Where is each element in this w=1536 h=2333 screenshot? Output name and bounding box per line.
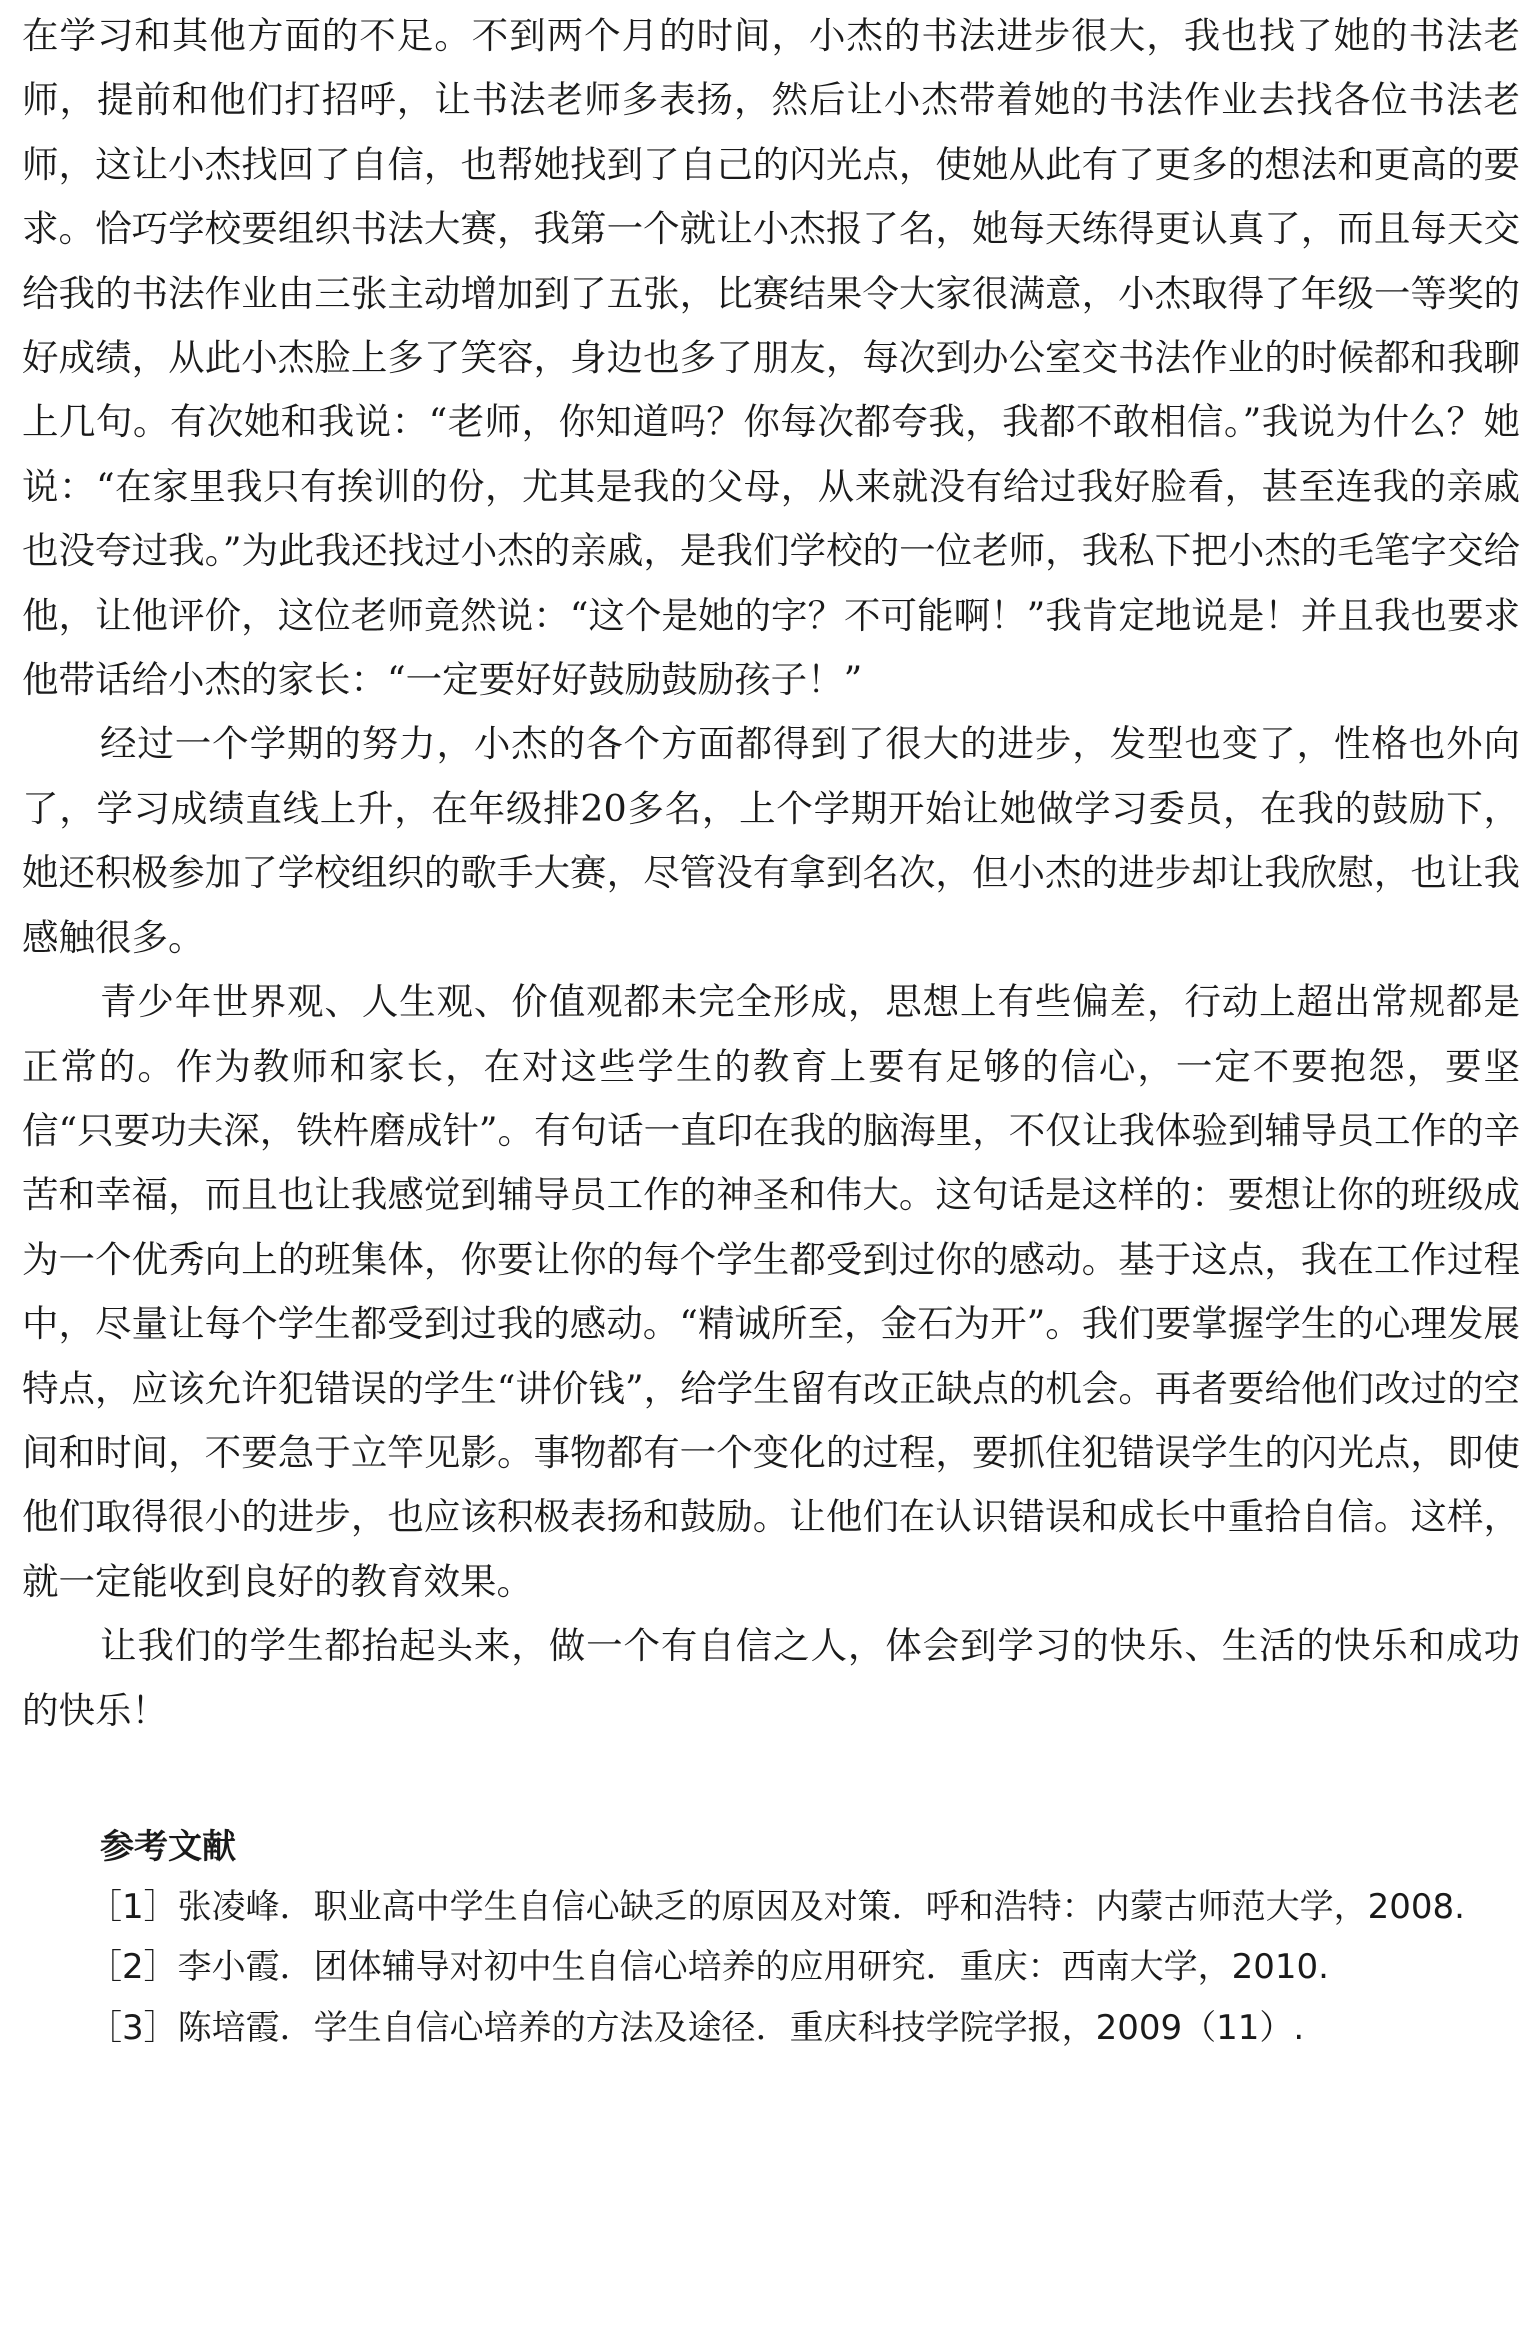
paragraph-4: 让我们的学生都抬起头来，做一个有自信之人，体会到学习的快乐、生活的快乐和成功的快乐！ <box>22 1624 1520 1732</box>
reference-item-2: ［2］李小霞．团体辅导对初中生自信心培养的应用研究．重庆：西南大学，2010. <box>88 1947 1329 1988</box>
reference-item-1: ［1］张凌峰．职业高中学生自信心缺乏的原因及对策．呼和浩特：内蒙古师范大学，2008. <box>88 1886 1465 1927</box>
reference-item-3: ［3］陈培霞．学生自信心培养的方法及途径．重庆科技学院学报，2009（11）. <box>88 2007 1305 2048</box>
paragraph-3: 青少年世界观、人生观、价值观都未完全形成，思想上有些偏差，行动上超出常规都是正常的。作为教师和家长，在对这些学生的教育上要有足够的信心，一定不要抱怨，要坚信“只要功夫深，铁杵磨成针”。有句话一直印在我的脑海里，不仅让我体验到辅导员工作的辛苦和幸福，而且也让我感觉到辅导员工作的神圣和伟大。这句话是这样的：要想让你的班级成为一个优秀向上的班集体，你要让你的每个学生都受到过你的感动。基于这点，我在工作过程中，尽量让每个学生都受到过我的感动。“精诚所至，金石为开”。我们要掌握学生的心理发展特点，应该允许犯错误的学生“讲价钱”，给学生留有改正缺点的机会。再者要给他们改过的空间和时间，不要急于立竿见影。事物都有一个变化的过程，要抓住犯错误学生的闪光点，即使他们取得很小的进步，也应该积极表扬和鼓励。让他们在认识错误和成长中重拾自信。这样，就一定能收到良好的教育效果。 <box>22 980 1520 1603</box>
document-page <box>22 4 1520 2058</box>
references-section <box>22 1817 1520 2059</box>
paragraph-2: 经过一个学期的努力，小杰的各个方面都得到了很大的进步，发型也变了，性格也外向了，学习成绩直线上升，在年级排20多名，上个学期开始让她做学习委员，在我的鼓励下，她还积极参加了学校组织的歌手大赛，尽管没有拿到名次，但小杰的进步却让我欣慰，也让我感触很多。 <box>22 722 1520 959</box>
article-body <box>22 4 1520 1743</box>
references-list <box>22 1877 1520 2059</box>
references-heading: 参考文献 <box>100 1826 236 1867</box>
paragraph-1: 在学习和其他方面的不足。不到两个月的时间，小杰的书法进步很大，我也找了她的书法老师，提前和他们打招呼，让书法老师多表扬，然后让小杰带着她的书法作业去找各位书法老师，这让小杰找回了自信，也帮她找到了自己的闪光点，使她从此有了更多的想法和更高的要求。恰巧学校要组织书法大赛，我第一个就让小杰报了名，她每天练得更认真了，而且每天交给我的书法作业由三张主动增加到了五张，比赛结果令大家很满意，小杰取得了年级一等奖的好成绩，从此小杰脸上多了笑容，身边也多了朋友，每次到办公室交书法作业的时候都和我聊上几句。有次她和我说：“老师，你知道吗？你每次都夸我，我都不敢相信。”我说为什么？她说：“在家里我只有挨训的份，尤其是我的父母，从来就没有给过我好脸看，甚至连我的亲戚也没夸过我。”为此我还找过小杰的亲戚，是我们学校的一位老师，我私下把小杰的毛笔字交给他，让他评价，这位老师竟然说：“这个是她的字？不可能啊！”我肯定地说是！并且我也要求他带话给小杰的家长：“一定要好好鼓励鼓励孩子！” <box>22 14 1520 702</box>
